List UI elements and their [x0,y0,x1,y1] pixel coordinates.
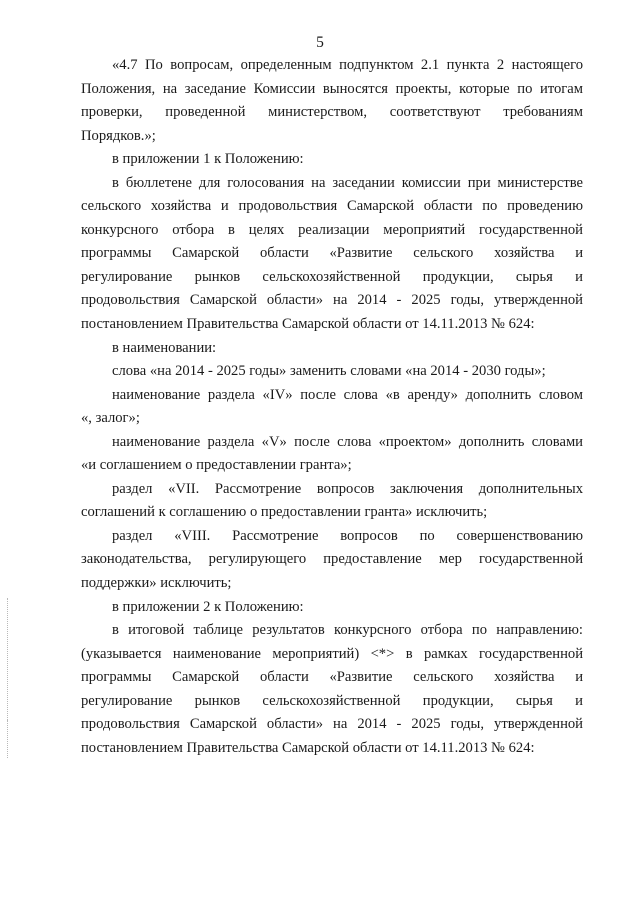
document-body [81,54,583,760]
margin-scan-marks-lower [7,720,10,758]
text-line: конкурсного отбора в целях реализации мероприятий государственной [81,221,583,238]
text-line: регулирование рынков сельскохозяйственной продукции, сырья и [81,692,583,709]
text-line: сельского хозяйства и продовольствия Самарской области по проведению [81,198,583,215]
text-line: программы Самарской области «Развитие сельского хозяйства и [81,245,583,262]
text-line: законодательства, регулирующего предоставление мер государственной [81,551,583,568]
text-line: в итоговой таблице результатов конкурсного отбора по направлению: [112,622,583,639]
page-number: 5 [316,34,324,51]
text-line: продовольствия Самарской области» на 2014 - 2025 годы, утвержденной [81,292,583,309]
text-line: в приложении 2 к Положению: [112,598,304,615]
text-line: раздел «VII. Рассмотрение вопросов заключения дополнительных [112,480,583,497]
text-line: регулирование рынков сельскохозяйственной продукции, сырья и [81,268,583,285]
text-line: проверки, проведенной министерством, соответствуют требованиям [81,104,583,121]
text-line: продовольствия Самарской области» на 2014 - 2025 годы, утвержденной [81,716,583,733]
text-line: «4.7 По вопросам, определенным подпунктом 2.1 пункта 2 настоящего [112,57,583,73]
text-line: наименование раздела «IV» после слова «в аренду» дополнить словом [112,386,583,403]
text-line: наименование раздела «V» после слова «проектом» дополнить словами [112,433,583,450]
text-line: постановлением Правительства Самарской области от 14.11.2013 № 624: [81,739,535,756]
text-line: (указывается наименование мероприятий) <*> в рамках государственной [81,645,583,662]
text-line: в наименовании: [112,339,217,356]
text-line: программы Самарской области «Развитие сельского хозяйства и [81,669,583,686]
text-line: «и соглашением о предоставлении гранта»; [81,457,352,474]
text-line: в приложении 1 к Положению: [112,151,304,168]
text-line: в бюллетене для голосования на заседании комиссии при министерстве [112,174,583,191]
text-line: Положения, на заседание Комиссии выносятся проекты, которые по итогам [81,80,583,97]
text-line: «, залог»; [81,410,140,427]
text-line: соглашений к соглашению о предоставлении гранта» исключить; [81,504,488,521]
text-line: слова «на 2014 - 2025 годы» заменить словами «на 2014 - 2030 годы»; [112,363,546,380]
text-line: постановлением Правительства Самарской области от 14.11.2013 № 624: [81,316,535,333]
text-line: поддержки» исключить; [81,575,232,592]
text-line: Порядков.»; [81,127,156,144]
text-line: раздел «VIII. Рассмотрение вопросов по совершенствованию [112,527,583,544]
